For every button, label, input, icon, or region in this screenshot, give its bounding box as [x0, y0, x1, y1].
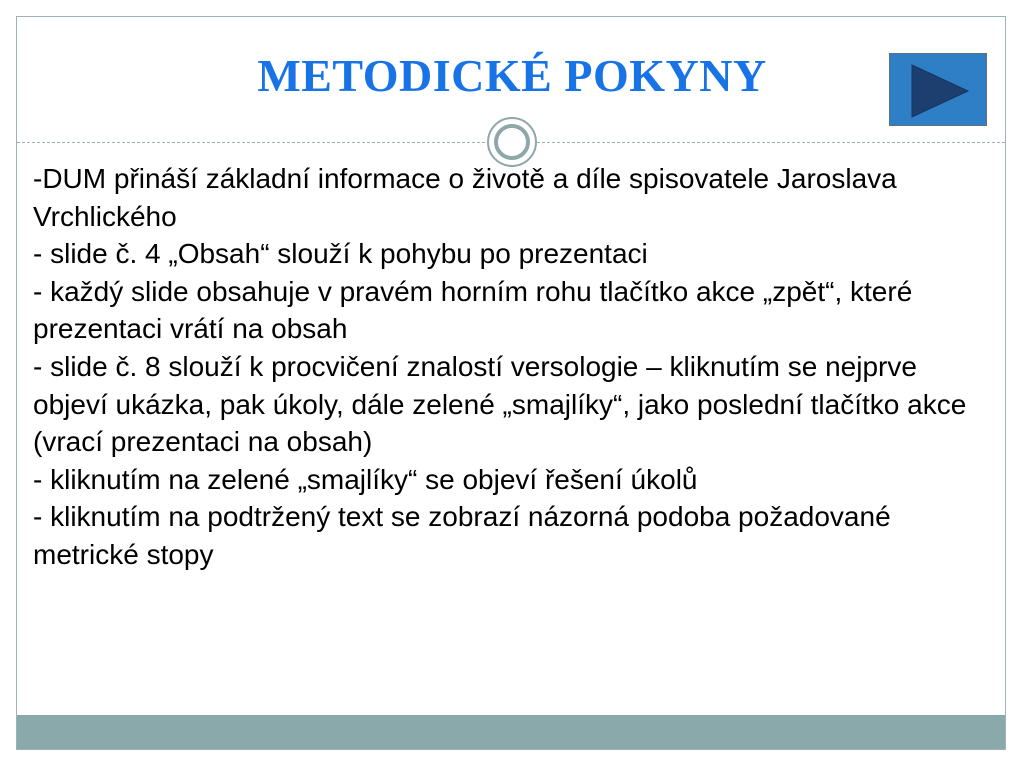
- content-paragraph-1: -DUM přináší základní informace o životě a díle spisovatele Jaroslava Vrchlického: [33, 163, 897, 232]
- content-body: [33, 160, 993, 574]
- slide-title: METODICKÉ POKYNY: [257, 50, 767, 101]
- next-slide-button[interactable]: [889, 53, 987, 126]
- content-paragraph-4: - slide č. 8 slouží k procvičení znalostí versologie – kliknutím se nejprve objeví ukázka, pak úkoly, dále zelené „smajlíky“, jako poslední tlačítko akce (vrací prezentaci na obsah): [33, 350, 967, 458]
- content-paragraph-6: - kliknutím na podtržený text se zobrazí názorná podoba požadované metrické stopy: [33, 501, 891, 570]
- content-paragraph-3: - každý slide obsahuje v pravém horním rohu tlačítko akce „zpět“, které prezentaci vrátí na obsah: [33, 275, 913, 345]
- circle-ornament-inner: [494, 124, 530, 160]
- footer-accent-bar: [17, 715, 1005, 749]
- content-paragraph-5: - kliknutím na zelené „smajlíky“ se objeví řešení úkolů: [33, 463, 698, 495]
- content-paragraph-2: - slide č. 4 „Obsah“ slouží k pohybu po prezentaci: [33, 238, 648, 270]
- play-right-arrow-icon: [890, 54, 988, 127]
